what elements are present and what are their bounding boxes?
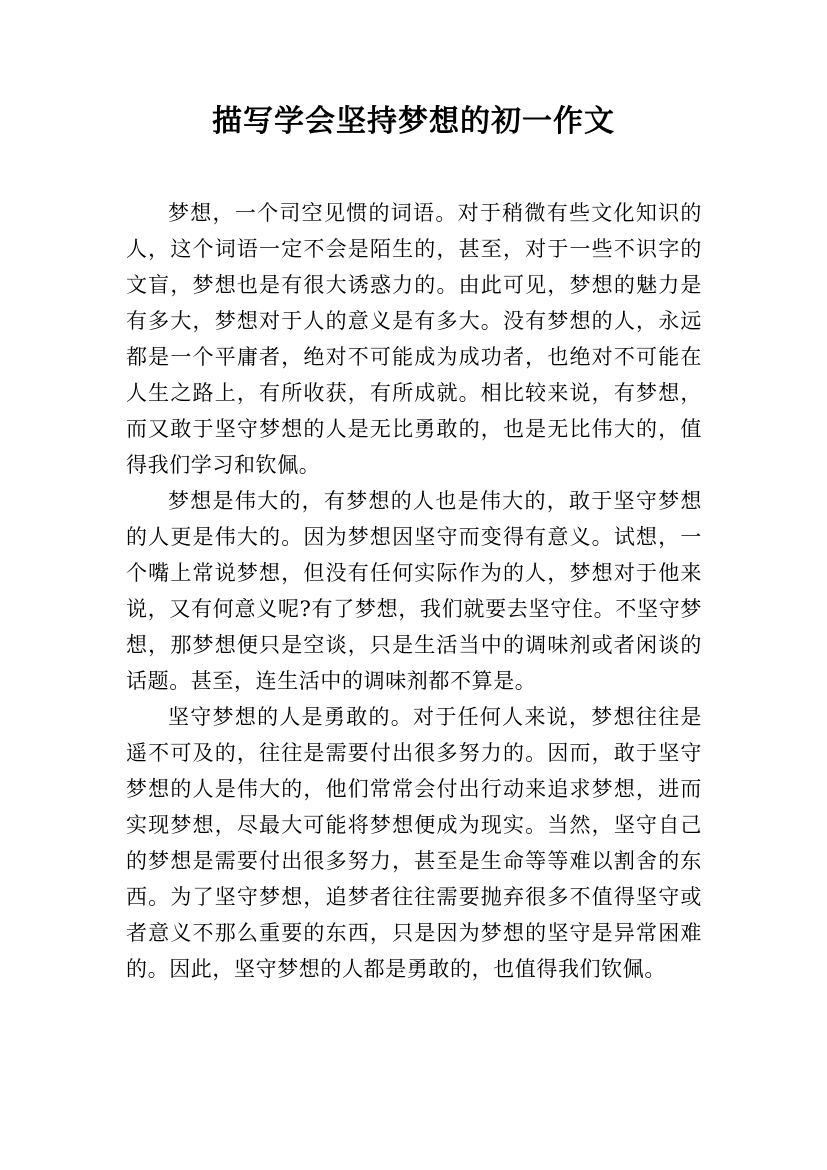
document-body (126, 195, 702, 987)
document-title: 描写学会坚持梦想的初一作文 (212, 104, 615, 139)
paragraph-1: 梦想，一个司空见惯的词语。对于稍微有些文化知识的人，这个词语一定不会是陌生的，甚至，对于一些不识字的文盲，梦想也是有很大诱惑力的。由此可见，梦想的魅力是有多大，梦想对于人的意义是有多大。没有梦想的人，永远都是一个平庸者，绝对不可能成为成功者，也绝对不可能在人生之路上，有所收获，有所成就。相比较来说，有梦想，而又敢于坚守梦想的人是无比勇敢的，也是无比伟大的，值得我们学习和钦佩。 (126, 201, 702, 477)
paragraph-3: 坚守梦想的人是勇敢的。对于任何人来说，梦想往往是遥不可及的，往往是需要付出很多努力的。因而，敢于坚守梦想的人是伟大的，他们常常会付出行动来追求梦想，进而实现梦想，尽最大可能将梦想便成为现实。当然，坚守自己的梦想是需要付出很多努力，甚至是生命等等难以割舍的东西。为了坚守梦想，追梦者往往需要抛弃很多不值得坚守或者意义不那么重要的东西，只是因为梦想的坚守是异常困难的。因此，坚守梦想的人都是勇敢的，也值得我们钦佩。 (126, 705, 702, 981)
paragraph-2: 梦想是伟大的，有梦想的人也是伟大的，敢于坚守梦想的人更是伟大的。因为梦想因坚守而变得有意义。试想，一个嘴上常说梦想，但没有任何实际作为的人，梦想对于他来说，又有何意义呢?有了梦想，我们就要去坚守住。不坚守梦想，那梦想便只是空谈，只是生活当中的调味剂或者闲谈的话题。甚至，连生活中的调味剂都不算是。 (126, 489, 702, 693)
